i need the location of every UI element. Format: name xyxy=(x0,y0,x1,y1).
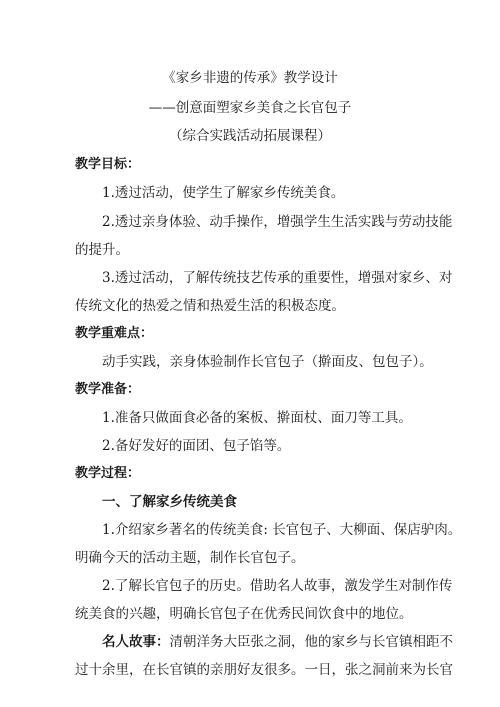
preparation-heading: 教学准备： xyxy=(75,382,141,397)
story-text-1: 清朝洋务大臣张之洞，他的家乡与长官镇相距不 xyxy=(169,634,453,650)
process-para-2-line-1: 2.了解长官包子的历史。借助名人故事，激发学生对制作传 xyxy=(102,578,453,594)
goal-item-2-line-1: 2.透过亲身体验、动手操作，增强学生生活实践与劳动技能 xyxy=(102,214,453,230)
story-line-2: 过十余里，在长官镇的亲朋好友很多。一日，张之洞前来为长官 xyxy=(75,662,453,678)
document-note: （综合实践活动拓展课程） xyxy=(169,128,331,144)
document-title: 《家乡非遗的传承》教学设计 xyxy=(162,70,338,86)
process-para-1-line-1: 1.介绍家乡著名的传统美食: 长官包子、大柳面、保店驴肉。 xyxy=(102,522,462,538)
key-points-text: 动手实践，亲身体验制作长官包子（擀面皮、包包子）。 xyxy=(102,354,433,370)
preparation-item-1: 1.准备只做面食必备的案板、擀面杖、面刀等工具。 xyxy=(102,410,412,426)
goals-heading: 教学目标： xyxy=(75,157,141,172)
process-para-1-line-2: 明确今天的活动主题，制作长官包子。 xyxy=(75,550,305,566)
document-subtitle: ——创意面塑家乡美食之长官包子 xyxy=(148,100,352,116)
preparation-item-2: 2.备好发好的面团、包子馅等。 xyxy=(102,438,291,454)
key-points-heading: 教学重难点： xyxy=(75,326,154,341)
goal-item-1: 1.透过活动，使学生了解家乡传统美食。 xyxy=(102,185,345,201)
process-para-2-line-2: 统美食的兴趣，明确长官包子在优秀民间饮食中的地位。 xyxy=(75,606,413,622)
story-line-1 xyxy=(102,630,453,650)
story-label: 名人故事： xyxy=(102,634,170,650)
goal-item-3-line-1: 3.透过活动，了解传统技艺传承的重要性，增强对家乡、对 xyxy=(102,270,453,286)
goal-item-3-line-2: 传统文化的热爱之情和热爱生活的积极态度。 xyxy=(75,298,345,314)
goal-item-2-line-2: 的提升。 xyxy=(75,242,129,258)
process-section-1: 一、了解家乡传统美食 xyxy=(102,494,237,510)
process-heading: 教学过程： xyxy=(75,466,141,481)
